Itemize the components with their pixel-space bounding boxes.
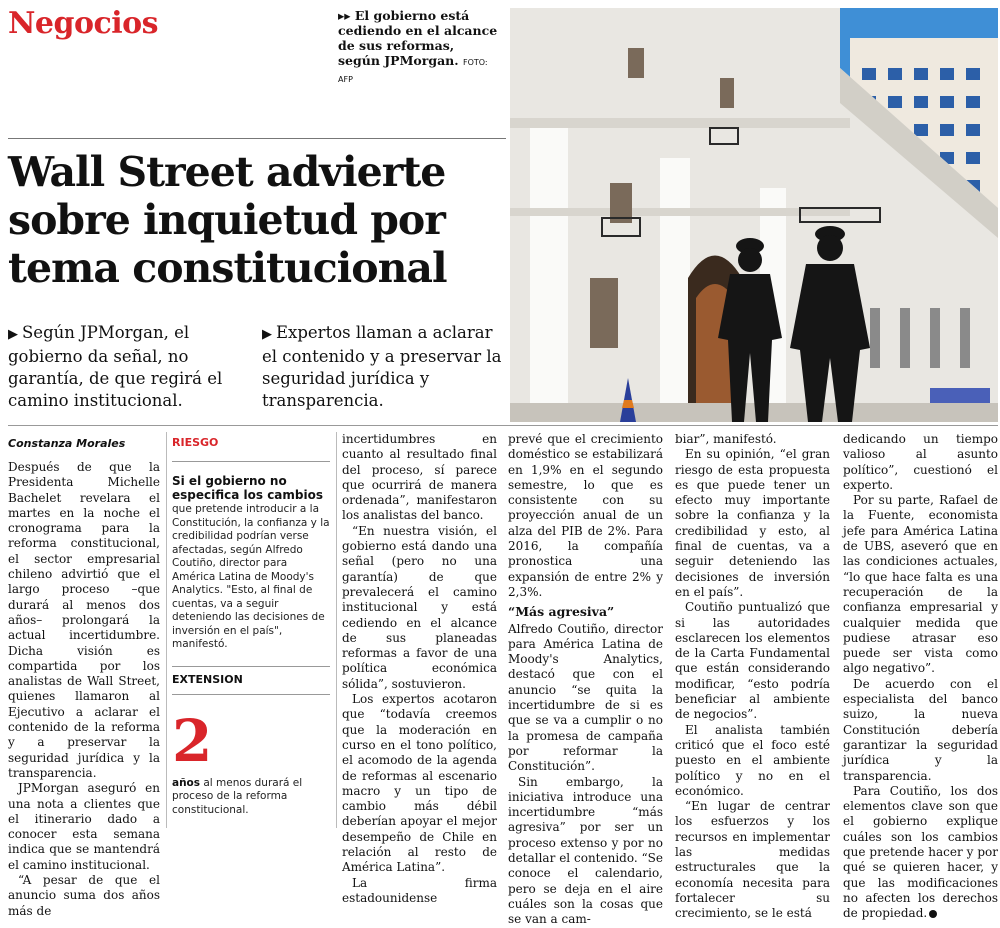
- paragraph: El analista también criticó que el foco esté puesto en el ambiente político y no en el económico.: [675, 722, 830, 798]
- big-number-caption: [172, 777, 330, 818]
- end-of-article-icon: [929, 910, 937, 918]
- sidebar-label: RIESGO: [172, 432, 330, 462]
- paragraph: Por su parte, Rafael de la Fuente, economista jefe para América Latina de UBS, aseveró que en las condiciones actuales, “lo que hace falta es una recuperación de la confianza empresarial y cualquier medida que pudiese atrasar eso puede ser vista como algo negativo”.: [843, 493, 998, 676]
- paragraph-text: Para Coutiño, los dos elementos clave son que el gobierno explique cuáles son los cambios que pretende hacer y por qué se quieren hacer, y que las modificaciones no afecten los derechos de propiedad.: [843, 783, 998, 921]
- column-divider: [336, 432, 337, 828]
- big-number-text: al menos durará el proceso de la reforma constitucional.: [172, 776, 303, 816]
- paragraph: “En nuestra visión, el gobierno está dando una señal (pero no una garantía) de que prevalecerá el camino institucional y está cediendo en el alcance de sus planeadas reformas a favor de una política económica sólida”, sostuvieron.: [342, 523, 497, 691]
- article-column-4: [508, 432, 663, 928]
- bullet-2-text: Expertos llaman a aclarar el contenido y a preservar la seguridad jurídica y transparencia.: [262, 323, 502, 410]
- sidebar-label-2: EXTENSION: [172, 666, 330, 695]
- news-photo: [510, 8, 998, 422]
- paragraph: “En lugar de centrar los esfuerzos y los recursos en implementar las medidas estructurales que la economía necesita para fortalecer su crecimiento, se le está: [675, 799, 830, 921]
- bullet-1-text: Según JPMorgan, el gobierno da señal, no garantía, de que regirá el camino institucional.: [8, 323, 223, 410]
- triangle-bullet-icon: ▶: [262, 327, 272, 342]
- paragraph: Después de que la Presidenta Michelle Bachelet revelara el martes en la noche el cronograma para la reforma constitucional, el sector empresarial chileno advirtió que el largo proceso –que durará al menos dos años– prolongará la actual incertidumbre. Dicha visión es compartida por los analistas de Wall Street, quienes llamaron al Ejecutivo a aclarar el contenido de la reforma y a preservar la seguridad jurídica y la transparencia.: [8, 460, 160, 780]
- big-number: 2: [172, 706, 213, 775]
- article-column-6: [843, 432, 998, 922]
- paragraph: De acuerdo con el especialista del banco suizo, la nueva Constitución debería garantizar la seguridad jurídica y la transparencia.: [843, 676, 998, 783]
- section-title: Negocios: [8, 6, 159, 41]
- divider: [8, 138, 506, 139]
- caption-text: ▸▸ El gobierno está cediendo en el alcance de sus reformas, según JPMorgan.: [338, 8, 498, 68]
- sidebar-title: Si el gobierno no especifica los cambios: [172, 474, 324, 502]
- photo-caption: [338, 8, 498, 87]
- paragraph: incertidumbres en cuanto al resultado final del proceso, sí parece que ocurrirá de manera ordenada”, manifestaron los analistas del banco.: [342, 432, 497, 523]
- subheading: “Más agresiva”: [508, 604, 615, 620]
- paragraph: Sin embargo, la iniciativa introduce una incertidumbre “más agresiva” por ser un proceso extenso y por no detallar el contenido. “Se conoce el calendario, pero se deja en el aire cuáles son la cosas que se van a cam-: [508, 774, 663, 927]
- paragraph: Coutiño puntualizó que si las autoridades esclarecen los elementos de la Carta Fundamental que están considerando modificar, “esto podría beneficiar al ambiente de negocios”.: [675, 600, 830, 722]
- paragraph: biar”, manifestó.: [675, 432, 777, 446]
- paragraph: La firma estadounidense: [342, 875, 497, 905]
- sidebar-text: que pretende introducir a la Constitución, la confianza y la credibilidad podrían verse afectadas, según Alfredo Coutiño, director para América Latina de Moody's Analytics. "Esto, al final de cuentas, va a seguir deteniendo las decisiones de inversión en el país", manifestó.: [172, 503, 330, 650]
- paragraph: Los expertos acotaron que “todavía creemos que la moderación en curso en el tono político, el acomodo de la agenda de reformas al escenario macro y un tipo de cambio más débil deberían apoyar el mejor desempeño de Chile en relación al resto de América Latina”.: [342, 692, 497, 875]
- big-number-unit: años: [172, 776, 201, 789]
- triangle-bullet-icon: ▶: [8, 327, 18, 342]
- bullet-2: [262, 322, 507, 412]
- article-column-3: [342, 432, 497, 906]
- byline: Constanza Morales: [8, 437, 126, 450]
- article-column-5: [675, 432, 830, 922]
- paragraph: prevé que el crecimiento doméstico se estabilizará en 1,9% en el segundo semestre, lo que es consistente con su proyección anual de un alza del PIB de 2%. Para 2016, la compañía pronostica una expansión de entre 2% y 2,3%.: [508, 432, 663, 599]
- paragraph: “A pesar de que el anuncio suma dos años más de: [8, 873, 160, 918]
- paragraph: [843, 784, 998, 922]
- paragraph: En su opinión, “el gran riesgo de esta propuesta es que puede tener un efecto muy importante sobre la confianza y la credibilidad y esto, al final de cuentas, va a seguir deteniendo las decisiones de inversión en el país”.: [675, 447, 830, 599]
- paragraph: Alfredo Coutiño, director para América Latina de Moody's Analytics, destacó que con el anuncio “se quita la incertidumbre de si es que se va a cumplir o no la promesa de campaña por reformar la Constitución”.: [508, 621, 663, 774]
- column-divider: [166, 432, 167, 828]
- photo-credit: FOTO: AFP: [338, 58, 488, 84]
- article-column-1: [8, 460, 160, 919]
- bullet-1: [8, 322, 253, 412]
- divider: [8, 425, 998, 426]
- headline: Wall Street advierte sobre inquietud por tema constitucional: [8, 148, 447, 292]
- paragraph: dedicando un tiempo valioso al asunto político”, cuestionó el experto.: [843, 432, 998, 492]
- sidebar-box: [172, 432, 330, 817]
- paragraph: JPMorgan aseguró en una nota a clientes que el itinerario dado a conocer esta semana indica que se mantendrá el camino institucional.: [8, 781, 160, 872]
